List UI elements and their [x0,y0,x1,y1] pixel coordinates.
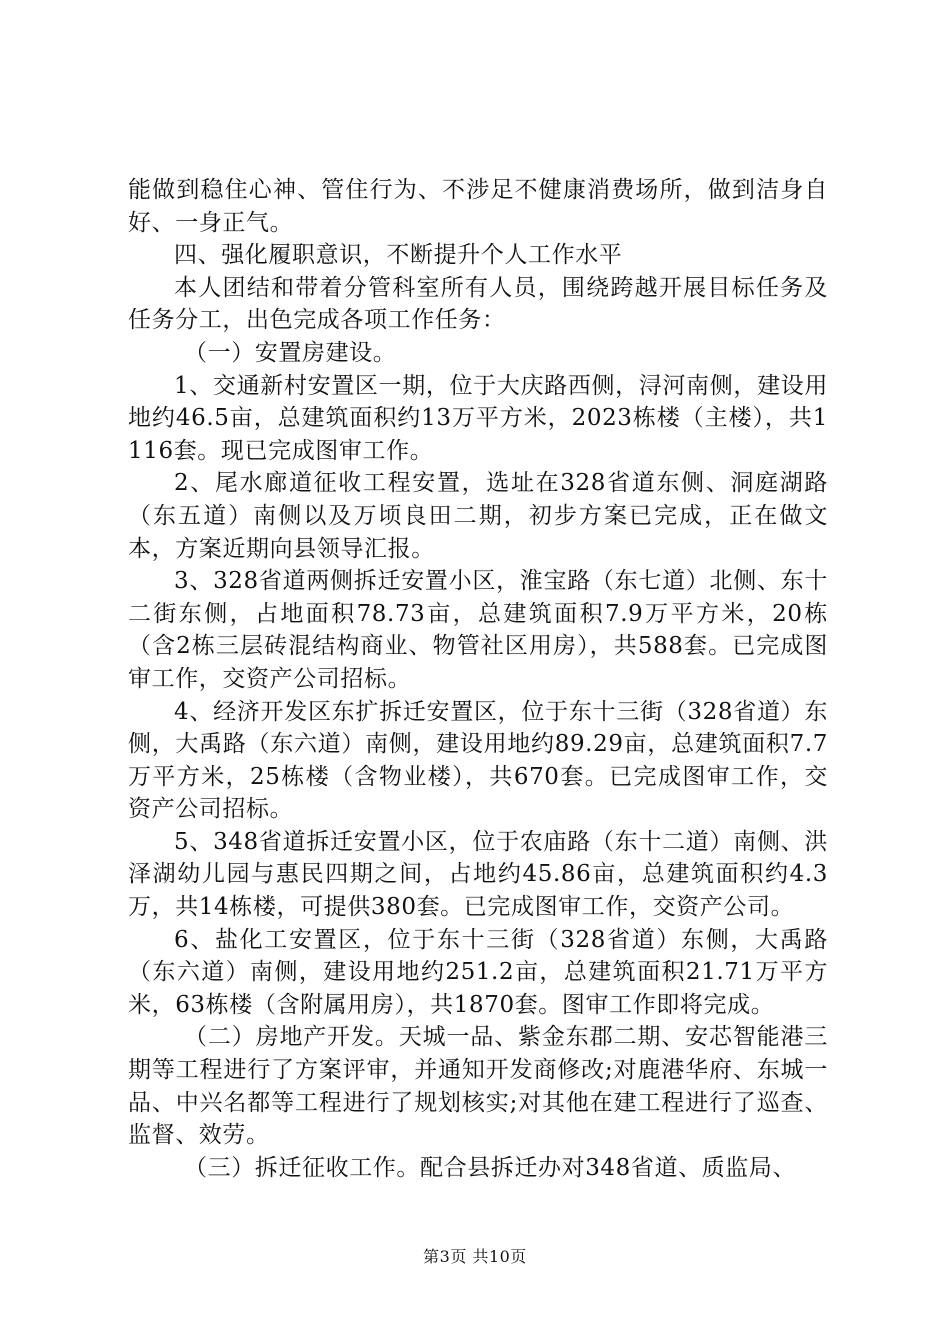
list-item-2: 2、尾水廊道征收工程安置，选址在328省道东侧、洞庭湖路（东五道）南侧以及万顷良田二期，初步方案已完成，正在做文本，方案近期向县领导汇报。 [128,470,828,562]
document-body [128,174,828,1184]
list-item-1: 1、交通新村安置区一期，位于大庆路西侧，浔河南侧，建设用地约46.5亩，总建筑面积约13万平方米，2023栋楼（主楼），共1116套。现已完成图审工作。 [128,372,828,464]
paragraph-intro: 本人团结和带着分管科室所有人员，围绕跨越开展目标任务及任务分工，出色完成各项工作任务： [128,274,828,334]
list-item-6: 6、盐化工安置区，位于东十三街（328省道）东侧，大禹路（东六道）南侧，建设用地约251.2亩，总建筑面积21.71万平方米，63栋楼（含附属用房），共1870套。图审工作即将完成。 [128,926,828,1018]
subsection-heading-one: （一）安置房建设。 [184,339,397,366]
page-footer: 第3页 共10页 [423,1247,527,1266]
list-item-3: 3、328省道两侧拆迁安置小区，淮宝路（东七道）北侧、东十二街东侧，占地面积78.73亩，总建筑面积7.9万平方米，20栋（含2栋三层砖混结构商业、物管社区用房），共588套。已完成图审工作，交资产公司招标。 [128,568,828,692]
subsection-real-estate: （二）房地产开发。天城一品、紫金东郡二期、安芯智能港三期等工程进行了方案评审，并通知开发商修改;对鹿港华府、东城一品、中兴名都等工程进行了规划核实;对其他在建工程进行了巡查、监督、效劳。 [128,1024,828,1149]
paragraph-continuation: 能做到稳住心神、管住行为、不涉足不健康消费场所，做到洁身自好、一身正气。 [128,177,828,236]
subsection-demolition: （三）拆迁征收工作。配合县拆迁办对348省道、质监局、 [184,1154,797,1181]
section-heading-four: 四、强化履职意识，不断提升个人工作水平 [174,242,623,269]
list-item-5: 5、348省道拆迁安置小区，位于农庙路（东十二道）南侧、洪泽湖幼儿园与惠民四期之间，占地约45.86亩，总建筑面积约4.3万，共14栋楼，可提供380套。已完成图审工作，交资产公司。 [128,828,828,921]
list-item-4: 4、经济开发区东扩拆迁安置区，位于东十三街（328省道）东侧，大禹路（东六道）南侧，建设用地约89.29亩，总建筑面积7.7万平方米，25栋楼（含物业楼），共670套。已完成图审工作，交资产公司招标。 [128,698,828,823]
